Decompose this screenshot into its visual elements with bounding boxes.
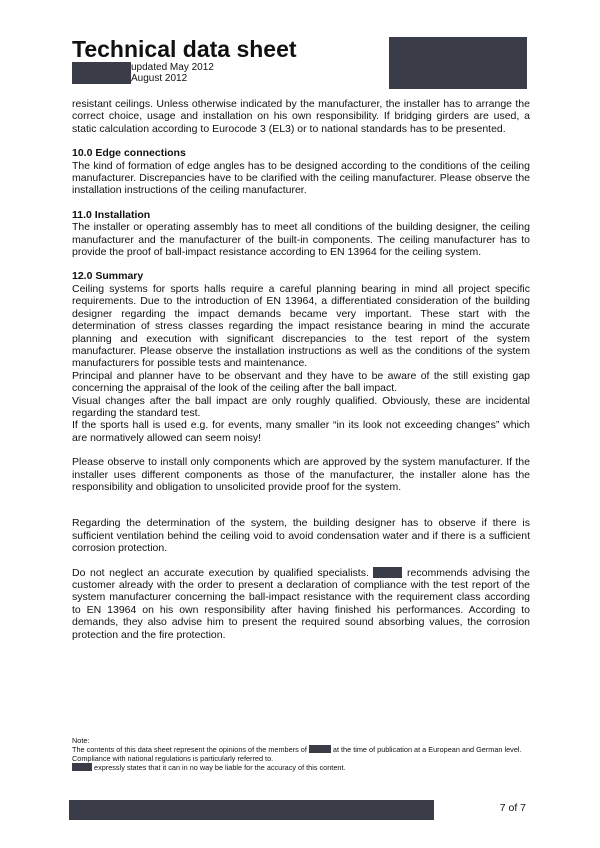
- redacted-block: [309, 745, 331, 753]
- section-heading-summary: 12.0 Summary: [72, 270, 144, 283]
- issued-line: [72, 73, 214, 84]
- summary-paragraph: Principal and planner have to be observant and they have to be aware of the still existing gap concerning the appraisal of the look of the ceiling after the ball impact.: [72, 369, 530, 395]
- page-title: Technical data sheet: [72, 36, 297, 62]
- note-text: The contents of this data sheet represent the opinions of the members of: [72, 745, 307, 754]
- intro-paragraph: resistant ceilings. Unless otherwise indicated by the manufacturer, the installer has to arrange the correct choice, usage and installation on his own responsibility. If bridging girders are used, a static calculation according to Eurocode 3 (EL3) or to national standards has to be presented.: [72, 98, 530, 135]
- document-body: [72, 98, 530, 641]
- note-label: Note:: [72, 736, 90, 745]
- note-text: at the time of publication at a European and German level.: [332, 745, 522, 754]
- section-text-edge-connections: The kind of formation of edge angles has to be designed according to the conditions of the ceiling manufacturer. Discrepancies have to be clarified with the ceiling manufacturer. Please observe the installation instructions of the ceiling manufacturer.: [72, 159, 530, 197]
- note-line: [72, 763, 528, 772]
- note-text: expressly states that it can in no way be liable for the accuracy of this content.: [94, 763, 346, 772]
- specialists-text: Do not neglect an accurate execution by qualified specialists.: [72, 566, 369, 579]
- recommendation-text: recommends advising the customer already with the order to present a declaration of compliance with the test report of the system manufacturer concerning the ball-impact resistance with the requirement class according to EN 13964 on his own responsibility after having finished his performances. According to demands, they also advise him to present the required sound absorbing values, the corrosion protection and the fire protection.: [72, 566, 530, 641]
- summary-paragraph: If the sports hall is used e.g. for events, many smaller “in its look not exceeding changes” which are normatively allowed can seem noisy!: [72, 419, 530, 444]
- redacted-block: [72, 763, 92, 771]
- redacted-block: [72, 73, 131, 84]
- summary-paragraph-specialists: [72, 567, 530, 641]
- summary-paragraph: Visual changes after the ball impact are only roughly qualified. Obviously, these are incidental regarding the standard test.: [72, 394, 530, 419]
- updated-line: [72, 62, 214, 73]
- redacted-footer: [69, 800, 434, 820]
- issued-date: August 2012: [131, 73, 188, 84]
- section-heading-installation: 11.0 Installation: [72, 208, 151, 221]
- redacted-logo: [389, 37, 527, 89]
- section-text-installation: The installer or operating assembly has to meet all conditions of the building designer, the ceiling manufacturer and the manufacturer of the built-in components. The ceiling manufacturer has to provide the proof of ball-impact resistance according to EN 13964 for the ceiling system.: [72, 221, 530, 259]
- section-heading-edge-connections: 10.0 Edge connections: [72, 147, 186, 160]
- summary-paragraph: Regarding the determination of the system, the building designer has to observe if there is sufficient ventilation behind the ceiling void to avoid condensation water and if there is a sufficient corrosion protection.: [72, 517, 530, 555]
- disclaimer-note: [72, 736, 528, 772]
- summary-paragraph: Ceiling systems for sports halls require a careful planning bearing in mind all project specific requirements. Due to the introduction of EN 13964, a differentiated consideration of the building designer regarding the impact demands became very important. These start with the determination of stress classes regarding the impact resistance bearing in mind the accurate planning and execution with significant discrepancies to the test report of the system manufacturer. Please observe the installation instructions as well as the conditions of the system manufacturers for possible tests and maintenance.: [72, 282, 530, 370]
- updated-date: updated May 2012: [131, 62, 214, 73]
- note-line: [72, 745, 528, 754]
- note-line: Compliance with national regulations is particularly referred to.: [72, 754, 274, 763]
- redacted-block: [72, 62, 131, 73]
- summary-paragraph: Please observe to install only components which are approved by the system manufacturer. If the installer uses different components as those of the manufacturer, the installer alone has the responsibility and obligation to unsolicited provide proof for the system.: [72, 456, 530, 493]
- redacted-block: [373, 567, 402, 578]
- revision-info: [72, 62, 214, 84]
- page-number: 7 of 7: [499, 802, 526, 814]
